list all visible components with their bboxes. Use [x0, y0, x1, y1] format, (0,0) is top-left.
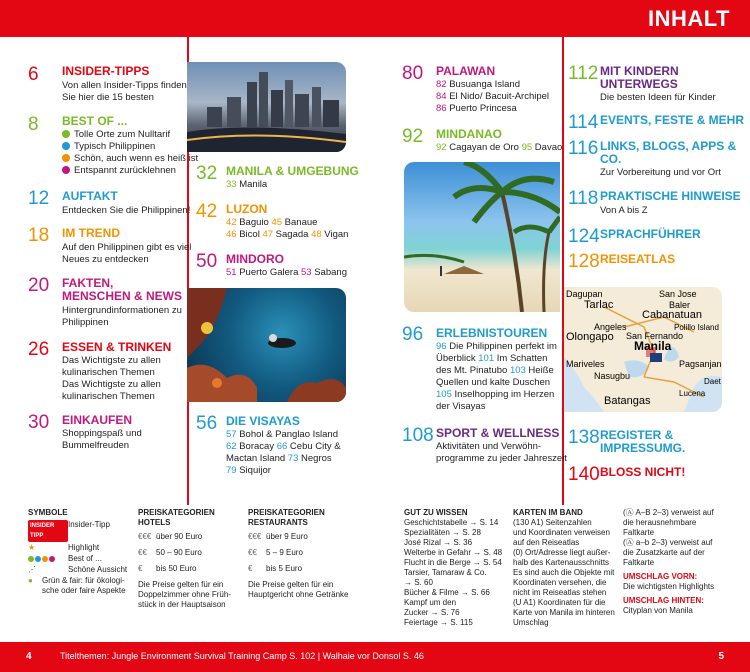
toc-desc: 62 Boracay 66 Cebu City &: [226, 441, 341, 452]
info-line: Faltkarte: [623, 528, 655, 537]
info-line: (Ⓐ a–b 2–3) verweist auf: [623, 538, 713, 547]
toc-desc: Sie hier die 15 besten: [62, 92, 154, 103]
price-symbol: €€: [248, 548, 257, 557]
magenta-dot-icon: [62, 166, 70, 174]
price-symbol: €€€: [138, 532, 152, 541]
page-number: 32: [196, 163, 218, 184]
info-line: Es sind auch die Objekte mit: [513, 568, 615, 577]
map-references: [623, 508, 743, 616]
manila-skyline-photo: [187, 62, 346, 152]
toc-desc: Von allen Insider-Tipps finden: [62, 80, 187, 91]
toc-heading[interactable]: ESSEN & TRINKEN: [62, 340, 172, 354]
page-number: 80: [402, 63, 424, 84]
info-line: Umschlag: [513, 618, 549, 627]
list-item[interactable]: José Rizal → S. 36: [404, 538, 473, 547]
info-line: auf den Reiseatlas: [513, 538, 580, 547]
legend-label: Best of ...: [68, 554, 102, 563]
price-symbol: €: [248, 564, 253, 573]
page-number: 12: [28, 188, 50, 209]
info-line: die Zusatzkarte auf der: [623, 548, 705, 557]
header-bar: [0, 0, 750, 37]
toc-desc: der Visayas: [436, 401, 486, 412]
map-label: Daet: [704, 377, 721, 386]
section-title: PREISKATEGORIEN HOTELS: [138, 508, 215, 527]
info-line: Koordinaten versehen, die: [513, 578, 607, 587]
info-line: und Koordinaten verweisen: [513, 528, 610, 537]
toc-heading[interactable]: REISEATLAS: [600, 252, 676, 266]
toc-desc: Zur Vorbereitung und vor Ort: [600, 167, 721, 178]
toc-heading[interactable]: EINKAUFEN: [62, 413, 133, 427]
info-line: Die wichtigsten Highlights: [623, 582, 715, 591]
price-range: über 90 Euro: [156, 532, 203, 541]
list-item[interactable]: Kampf um den: [404, 598, 457, 607]
page-number: 50: [196, 251, 218, 272]
page-number-left: 4: [26, 651, 32, 662]
map-label: Lucena: [679, 389, 706, 398]
toc-desc: 33 Manila: [226, 179, 268, 190]
toc-heading[interactable]: CO.: [600, 152, 622, 166]
blue-dot-icon: [62, 142, 70, 150]
toc-desc: Mactan Island 73 Negros: [226, 453, 332, 464]
toc-desc: 46 Bicol 47 Sagada 48 Vigan: [226, 229, 349, 240]
price-symbol: €€: [138, 548, 147, 557]
color-dots-icon: [28, 554, 68, 564]
toc-desc: Das Wichtigste zu allen: [62, 379, 161, 390]
toc-heading[interactable]: BEST OF ...: [62, 114, 128, 128]
legend-label: Grün & fair: für ökologi- sche oder faire Aspekte: [42, 576, 126, 595]
price-symbol: €: [138, 564, 143, 573]
page-title: INHALT: [647, 6, 730, 31]
toc-desc: 82 Busuanga Island: [436, 79, 520, 90]
price-note: Die Preise gelten für ein Hauptgericht ohne Getränke: [248, 580, 349, 599]
eco-icon: ●: [28, 576, 33, 585]
toc-desc: Bummelfreuden: [62, 440, 130, 451]
map-label: Pagsanjan: [679, 359, 722, 369]
page-number: 30: [28, 412, 50, 433]
list-item[interactable]: Geschichtstabelle → S. 14: [404, 518, 499, 527]
toc-desc: Überblick 101 Im Schatten: [436, 353, 548, 364]
green-dot-icon: [62, 130, 70, 138]
toc-heading[interactable]: MANILA & UMGEBUNG: [226, 164, 359, 178]
legend-label: Insider-Tipp: [68, 520, 110, 529]
info-line: Faltkarte: [623, 558, 655, 567]
toc-heading[interactable]: PRAKTISCHE HINWEISE: [600, 189, 741, 203]
page-number: 26: [28, 339, 50, 360]
toc-desc: 79 Siquijor: [226, 465, 271, 476]
toc-heading[interactable]: LINKS, BLOGS, APPS &: [600, 139, 737, 153]
section-title: UMSCHLAG HINTEN:: [623, 596, 704, 605]
price-range: bis 5 Euro: [266, 564, 303, 573]
toc-heading[interactable]: IMPRESSUMG.: [600, 441, 686, 455]
page-number: 112: [568, 63, 599, 84]
page-number: 118: [568, 188, 599, 209]
toc-desc: 42 Baguio 45 Banaue: [226, 217, 318, 228]
map-label: San Fernando: [626, 331, 684, 341]
info-line: Karte von Manila im hinteren: [513, 608, 615, 617]
map-label: Olongapo: [566, 331, 614, 343]
map-label: Mariveles: [566, 359, 605, 369]
info-line: Cityplan von Manila: [623, 606, 693, 615]
toc-desc: Neues zu entdecken: [62, 254, 149, 265]
maps-info: [513, 508, 625, 628]
page-number: 92: [402, 126, 424, 147]
price-range: bis 50 Euro: [156, 564, 197, 573]
toc-desc: Die besten Ideen für Kinder: [600, 92, 716, 103]
map-label: Manila: [634, 339, 672, 353]
list-item[interactable]: Zucker → S. 76: [404, 608, 460, 617]
toc-desc: Aktivitäten und Verwöhn-: [436, 441, 542, 452]
toc-heading[interactable]: AUFTAKT: [62, 189, 118, 203]
info-line: (130 A1) Seitenzahlen: [513, 518, 592, 527]
toc-heading[interactable]: MINDORO: [226, 252, 284, 266]
footer-bar: [0, 642, 750, 672]
toc-desc: 92 Cagayan de Oro 95 Davao: [436, 142, 563, 153]
info-line: halb des Kartenausschnitts: [513, 558, 610, 567]
toc-heading[interactable]: FAKTEN,: [62, 276, 114, 290]
list-item[interactable]: Welterbe in Gefahr → S. 48: [404, 548, 503, 557]
map-label: Nasugbu: [594, 371, 631, 381]
toc-heading[interactable]: MINDANAO: [436, 127, 502, 141]
list-item[interactable]: Flucht in die Berge → S. 54: [404, 558, 502, 567]
price-symbol: €€€: [248, 532, 262, 541]
list-item: Entspannt zurücklehnen: [62, 165, 176, 177]
cover-topics-caption: Titelthemen: Jungle Environment Survival Training Camp S. 102 | Walhaie vor Donsol S. 46: [60, 651, 424, 661]
toc-heading[interactable]: EVENTS, FESTE & MEHR: [600, 113, 745, 127]
toc-heading[interactable]: PALAWAN: [436, 64, 496, 78]
page-number: 140: [568, 464, 600, 485]
map-label: Baler: [669, 300, 691, 310]
list-item[interactable]: Tarsier, Tamaraw & Co.: [404, 568, 487, 577]
toc-heading[interactable]: DIE VISAYAS: [226, 414, 300, 428]
list-item[interactable]: → S. 60: [404, 578, 433, 587]
toc-heading[interactable]: IM TREND: [62, 226, 120, 240]
toc-desc: des Mt. Pinatubo 103 Heiße: [436, 365, 554, 376]
viewpoint-icon: ⋰: [28, 565, 36, 574]
toc-desc: Auf den Philippinen gibt es viel: [62, 242, 192, 253]
info-line: nicht im Reiseatlas stehen: [513, 588, 607, 597]
insider-tip-badge: INSIDER TIPP: [28, 520, 68, 542]
map-label: Cabanatuan: [642, 309, 702, 321]
toc-desc: Philippinen: [62, 317, 109, 328]
page-number: 138: [568, 427, 600, 448]
list-item: Schön, auch wenn es heiß ist: [62, 153, 198, 165]
toc-desc: Shoppingspaß und: [62, 428, 142, 439]
toc-heading[interactable]: SPORT & WELLNESS: [436, 426, 560, 440]
toc-heading[interactable]: BLOSS NICHT!: [600, 465, 686, 479]
page-number: 108: [402, 425, 434, 446]
map-label: Angeles: [594, 322, 627, 332]
page-number: 124: [568, 226, 600, 247]
toc-desc: programme zu jeder Jahreszeit: [436, 453, 567, 464]
toc-desc: Entdecken Sie die Philippinen!: [62, 205, 191, 216]
toc-desc: Das Wichtigste zu allen: [62, 355, 161, 366]
list-item: Typisch Philippinen: [62, 141, 155, 153]
map-label: Tarlac: [584, 299, 614, 311]
orange-dot-icon: [62, 154, 70, 162]
diver-reef-photo: [187, 288, 346, 402]
page-number: 18: [28, 225, 50, 246]
section-title: PREISKATEGORIEN RESTAURANTS: [248, 508, 325, 527]
toc-desc: 57 Bohol & Panglao Island: [226, 429, 338, 440]
map-label: Dagupan: [566, 289, 603, 299]
info-line: (Ⓐ A–B 2–3) verweist auf: [623, 508, 714, 517]
section-title: GUT ZU WISSEN: [404, 508, 468, 517]
section-title: KARTEN IM BAND: [513, 508, 583, 517]
page-number: 8: [28, 114, 39, 135]
list-item: Tolle Orte zum Nulltarif: [62, 129, 170, 141]
page-number: 114: [568, 112, 599, 133]
toc-desc: 96 Die Philippinen perfekt im: [436, 341, 557, 352]
toc-desc: 84 El Nido/ Bacuit-Archipel: [436, 91, 550, 102]
section-title: UMSCHLAG VORN:: [623, 572, 698, 581]
hotel-prices: [138, 508, 238, 610]
info-line: die herausnehmbare: [623, 518, 697, 527]
page-number: 6: [28, 64, 39, 85]
toc-desc: Quellen und kalte Duschen: [436, 377, 551, 388]
price-range: 5 – 9 Euro: [266, 548, 303, 557]
toc-heading[interactable]: ERLEBNISTOUREN: [436, 326, 548, 340]
toc-heading[interactable]: SPRACHFÜHRER: [600, 227, 701, 241]
page-number: 42: [196, 201, 218, 222]
page-number: 96: [402, 324, 424, 345]
toc-desc: Von A bis Z: [600, 205, 648, 216]
toc-desc: kulinarischen Themen: [62, 391, 155, 402]
info-line: (U A1) Koordinaten für die: [513, 598, 606, 607]
toc-desc: 105 Inselhopping im Herzen: [436, 389, 555, 400]
toc-desc: 86 Puerto Princesa: [436, 103, 517, 114]
toc-desc: kulinarischen Themen: [62, 367, 155, 378]
price-range: über 9 Euro: [266, 532, 308, 541]
toc-heading[interactable]: INSIDER-TIPPS: [62, 64, 150, 78]
star-icon: ★: [28, 543, 36, 552]
page-number: 116: [568, 138, 599, 159]
page-number: 20: [28, 275, 50, 296]
legend-label: Schöne Aussicht: [68, 565, 128, 574]
list-item[interactable]: Bücher & Filme → S. 66: [404, 588, 490, 597]
good-to-know: [404, 508, 509, 628]
map-label: Batangas: [604, 395, 651, 407]
toc-desc: 51 Puerto Galera 53 Sabang: [226, 267, 347, 278]
region-map: [564, 287, 722, 412]
page-number: 56: [196, 413, 218, 434]
restaurant-prices: [248, 508, 358, 600]
column-divider: [562, 37, 564, 505]
toc-heading[interactable]: LUZON: [226, 202, 268, 216]
toc-heading[interactable]: MIT KINDERN: [600, 64, 679, 78]
legend-label: Highlight: [68, 543, 100, 552]
toc-heading[interactable]: REGISTER &: [600, 428, 674, 442]
price-note: Die Preise gelten für ein Doppelzimmer ohne Früh- stück in der Hauptsaison: [138, 580, 231, 609]
list-item[interactable]: Spezialitäten → S. 28: [404, 528, 481, 537]
page-number-right: 5: [718, 651, 724, 662]
toc-heading[interactable]: UNTERWEGS: [600, 77, 678, 91]
map-label: Polillo Island: [674, 323, 719, 332]
beach-palm-photo: [404, 162, 560, 312]
section-title: SYMBOLE: [28, 508, 68, 517]
info-line: (0) Ort/Adresse liegt außer-: [513, 548, 611, 557]
page-number: 128: [568, 251, 600, 272]
map-label: San Jose: [659, 289, 697, 299]
toc-desc: Hintergrundinformationen zu: [62, 305, 182, 316]
toc-heading[interactable]: MENSCHEN & NEWS: [62, 289, 183, 303]
price-range: 50 – 90 Euro: [156, 548, 202, 557]
list-item[interactable]: Feiertage → S. 115: [404, 618, 473, 627]
